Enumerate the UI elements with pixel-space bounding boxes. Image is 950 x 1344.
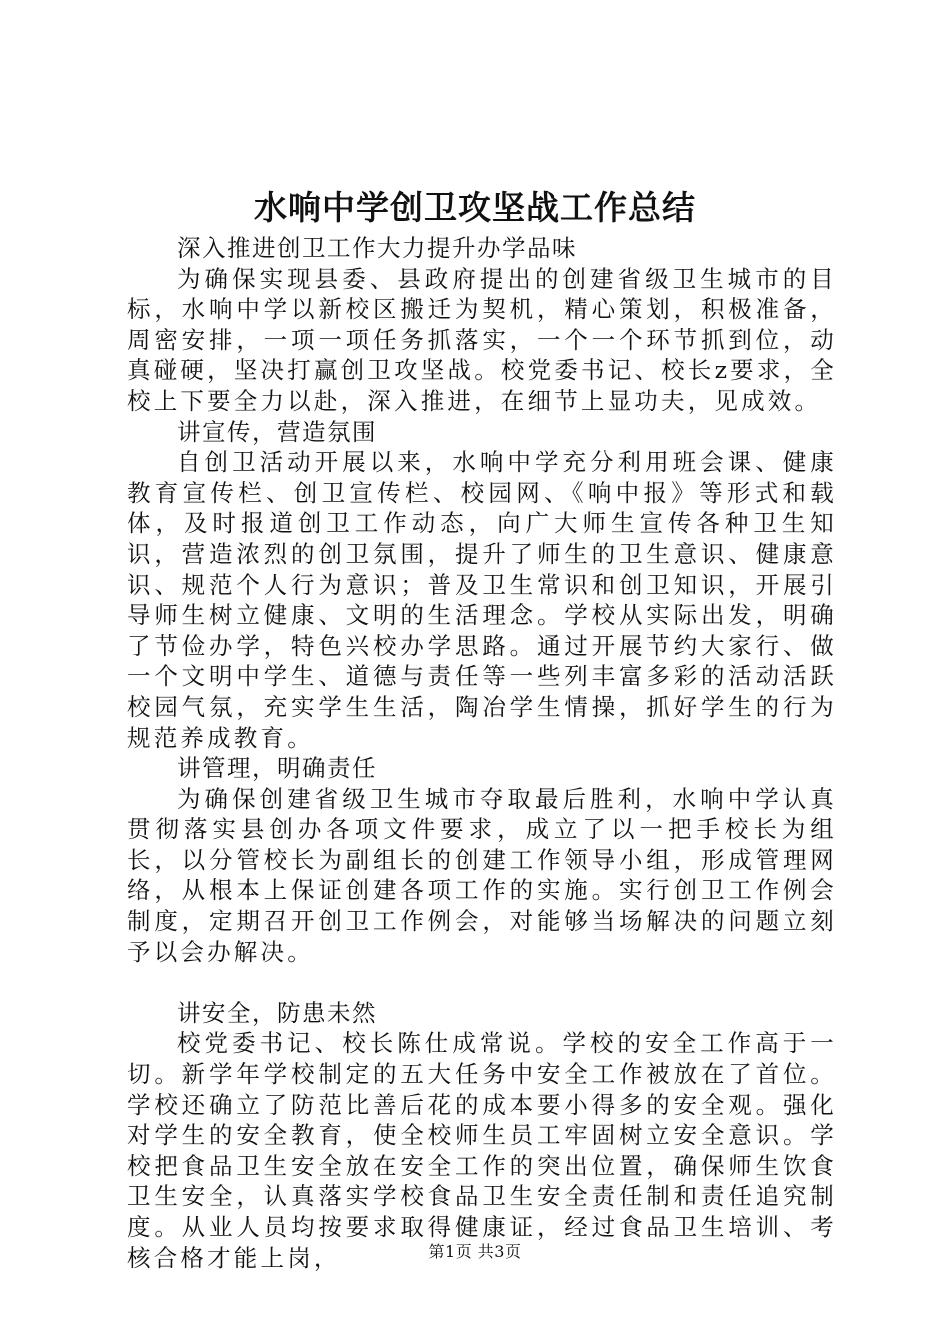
document-body [127, 233, 837, 1273]
section-heading-management: 讲管理，明确责任 [177, 754, 377, 783]
intro-paragraph: 为确保实现县委、县政府提出的创建省级卫生城市的目标，水响中学以新校区搬迁为契机，精心策划，积极准备，周密安排，一项一项任务抓落实，一个一个环节抓到位，动真碰硬，坚决打赢创卫攻坚战。校党委书记、校长z要求，全校上下要全力以赴，深入推进，在细节上显功夫，见成效。 [127, 264, 837, 415]
document-title: 水响中学创卫攻坚战工作总结 [254, 188, 696, 227]
subtitle: 深入推进创卫工作大力提升办学品味 [177, 234, 577, 262]
section-paragraph-management: 为确保创建省级卫生城市夺取最后胜利，水响中学认真贯彻落实县创办各项文件要求，成立了以一把手校长为组长，以分管校长为副组长的创建工作领导小组，形成管理网络，从根本上保证创建各项工作的实施。实行创卫工作例会制度，定期召开创卫工作例会，对能够当场解决的问题立刻予以会办解决。 [127, 784, 837, 966]
section-paragraph-safety: 校党委书记、校长陈仕成常说。学校的安全工作高于一切。新学年学校制定的五大任务中安全工作被放在了首位。学校还确立了防范比善后花的成本要小得多的安全观。强化对学生的安全教育，使全校师生员工牢固树立安全意识。学校把食品卫生安全放在安全工作的突出位置，确保师生饮食卫生安全，认真落实学校食品卫生安全责任制和责任追究制度。从业人员均按要求取得健康证，经过食品卫生培训、考核合格才能上岗， [127, 1029, 837, 1272]
paragraph-spacer [127, 967, 837, 998]
section-heading-safety: 讲安全，防患未然 [177, 998, 377, 1027]
section-heading-publicity: 讲宣传，营造氛围 [177, 417, 377, 446]
page-footer: 第1页 共3页 [428, 1242, 522, 1261]
section-paragraph-publicity: 自创卫活动开展以来，水响中学充分利用班会课、健康教育宣传栏、创卫宣传栏、校园网、《响中报》等形式和载体，及时报道创卫工作动态，向广大师生宣传各种卫生知识，营造浓烈的创卫氛围，提升了师生的卫生意识、健康意识、规范个人行为意识；普及卫生常识和创卫知识，开展引导师生树立健康、文明的生活理念。学校从实际出发，明确了节俭办学，特色兴校办学思路。通过开展节约大家行、做一个文明中学生、道德与责任等一些列丰富多彩的活动活跃校园气氛，充实学生生活，陶冶学生情操，抓好学生的行为规范养成教育。 [127, 448, 837, 752]
